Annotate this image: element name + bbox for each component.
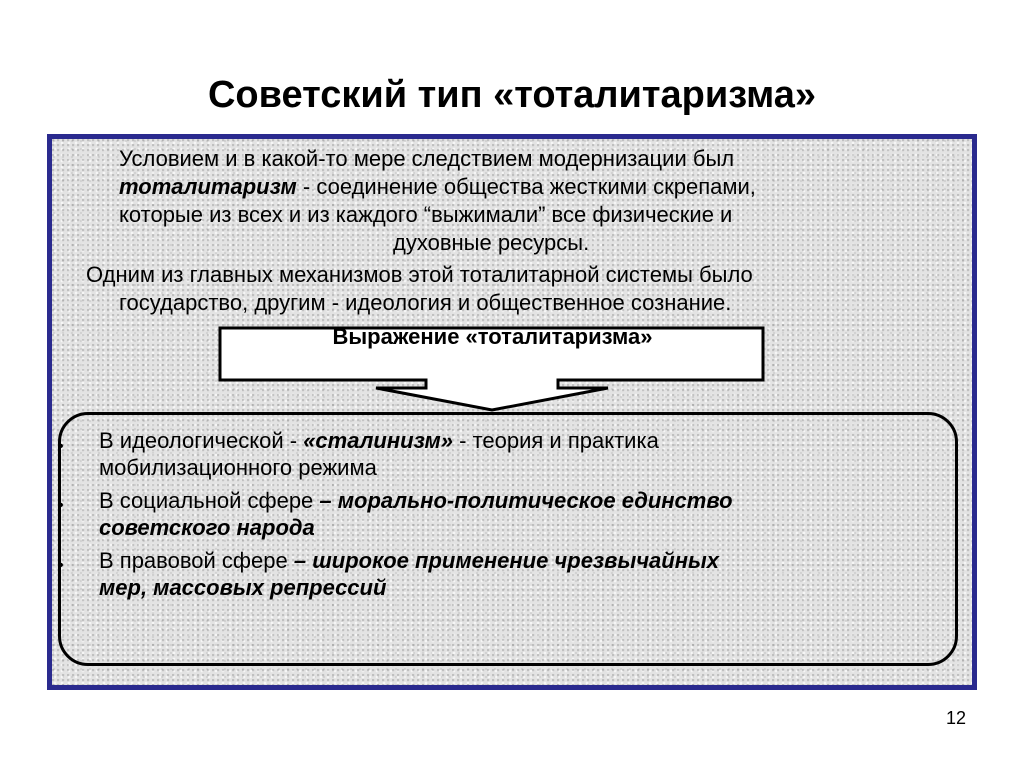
item-2-emphasis: – морально-политическое единство (319, 488, 733, 513)
intro-line-2-end: , (749, 174, 756, 199)
intro-line-4: духовные ресурсы. (393, 230, 590, 255)
intro-line-2 (119, 173, 756, 201)
item-2-line-2-emphasis: советского народа (99, 515, 315, 540)
intro-p2-line-2: государство, другим - идеология и общественное сознание. (119, 290, 732, 315)
list-item-3-line-1 (99, 547, 719, 574)
list-item-1-line-1 (99, 427, 659, 454)
list-item-1-line-2 (99, 454, 377, 481)
item-1-text: В идеологической - (99, 428, 304, 453)
item-3-line-2-emphasis: мер, массовых репрессий (99, 575, 387, 600)
item-1-line-2-text: мобилизационного режима (99, 455, 377, 480)
item-1-text-after: - теория и практика (453, 428, 659, 453)
term-totalitarism: тоталитаризм (119, 174, 297, 199)
item-2-text: В социальной сфере (99, 488, 320, 513)
intro-line-2-rest: - соединение общества жесткими скрепами (296, 174, 750, 199)
item-1-emphasis: «сталинизм» (303, 428, 454, 453)
arrow-label: Выражение «тоталитаризма» (332, 324, 653, 349)
intro-line-3: которые из всех и из каждого “выжимали” все физические и (119, 202, 733, 227)
list-item-3-line-2 (99, 574, 386, 601)
list-item-2-line-1 (99, 487, 733, 514)
intro-p2-line-1: Одним из главных механизмов этой тоталитарной системы было (86, 262, 753, 287)
page-number: 12 (945, 708, 966, 728)
bullet-1: • (58, 438, 64, 455)
intro-line-1: Условием и в какой-то мере следствием модернизации был (119, 146, 735, 171)
bullet-2: • (58, 497, 64, 514)
item-3-text: В правовой сфере (99, 548, 294, 573)
bullet-3: • (58, 557, 64, 574)
slide-title: Советский тип «тоталитаризма» (207, 74, 817, 116)
list-item-2-line-2 (99, 514, 315, 541)
item-3-emphasis: – широкое применение чрезвычайных (293, 548, 720, 573)
